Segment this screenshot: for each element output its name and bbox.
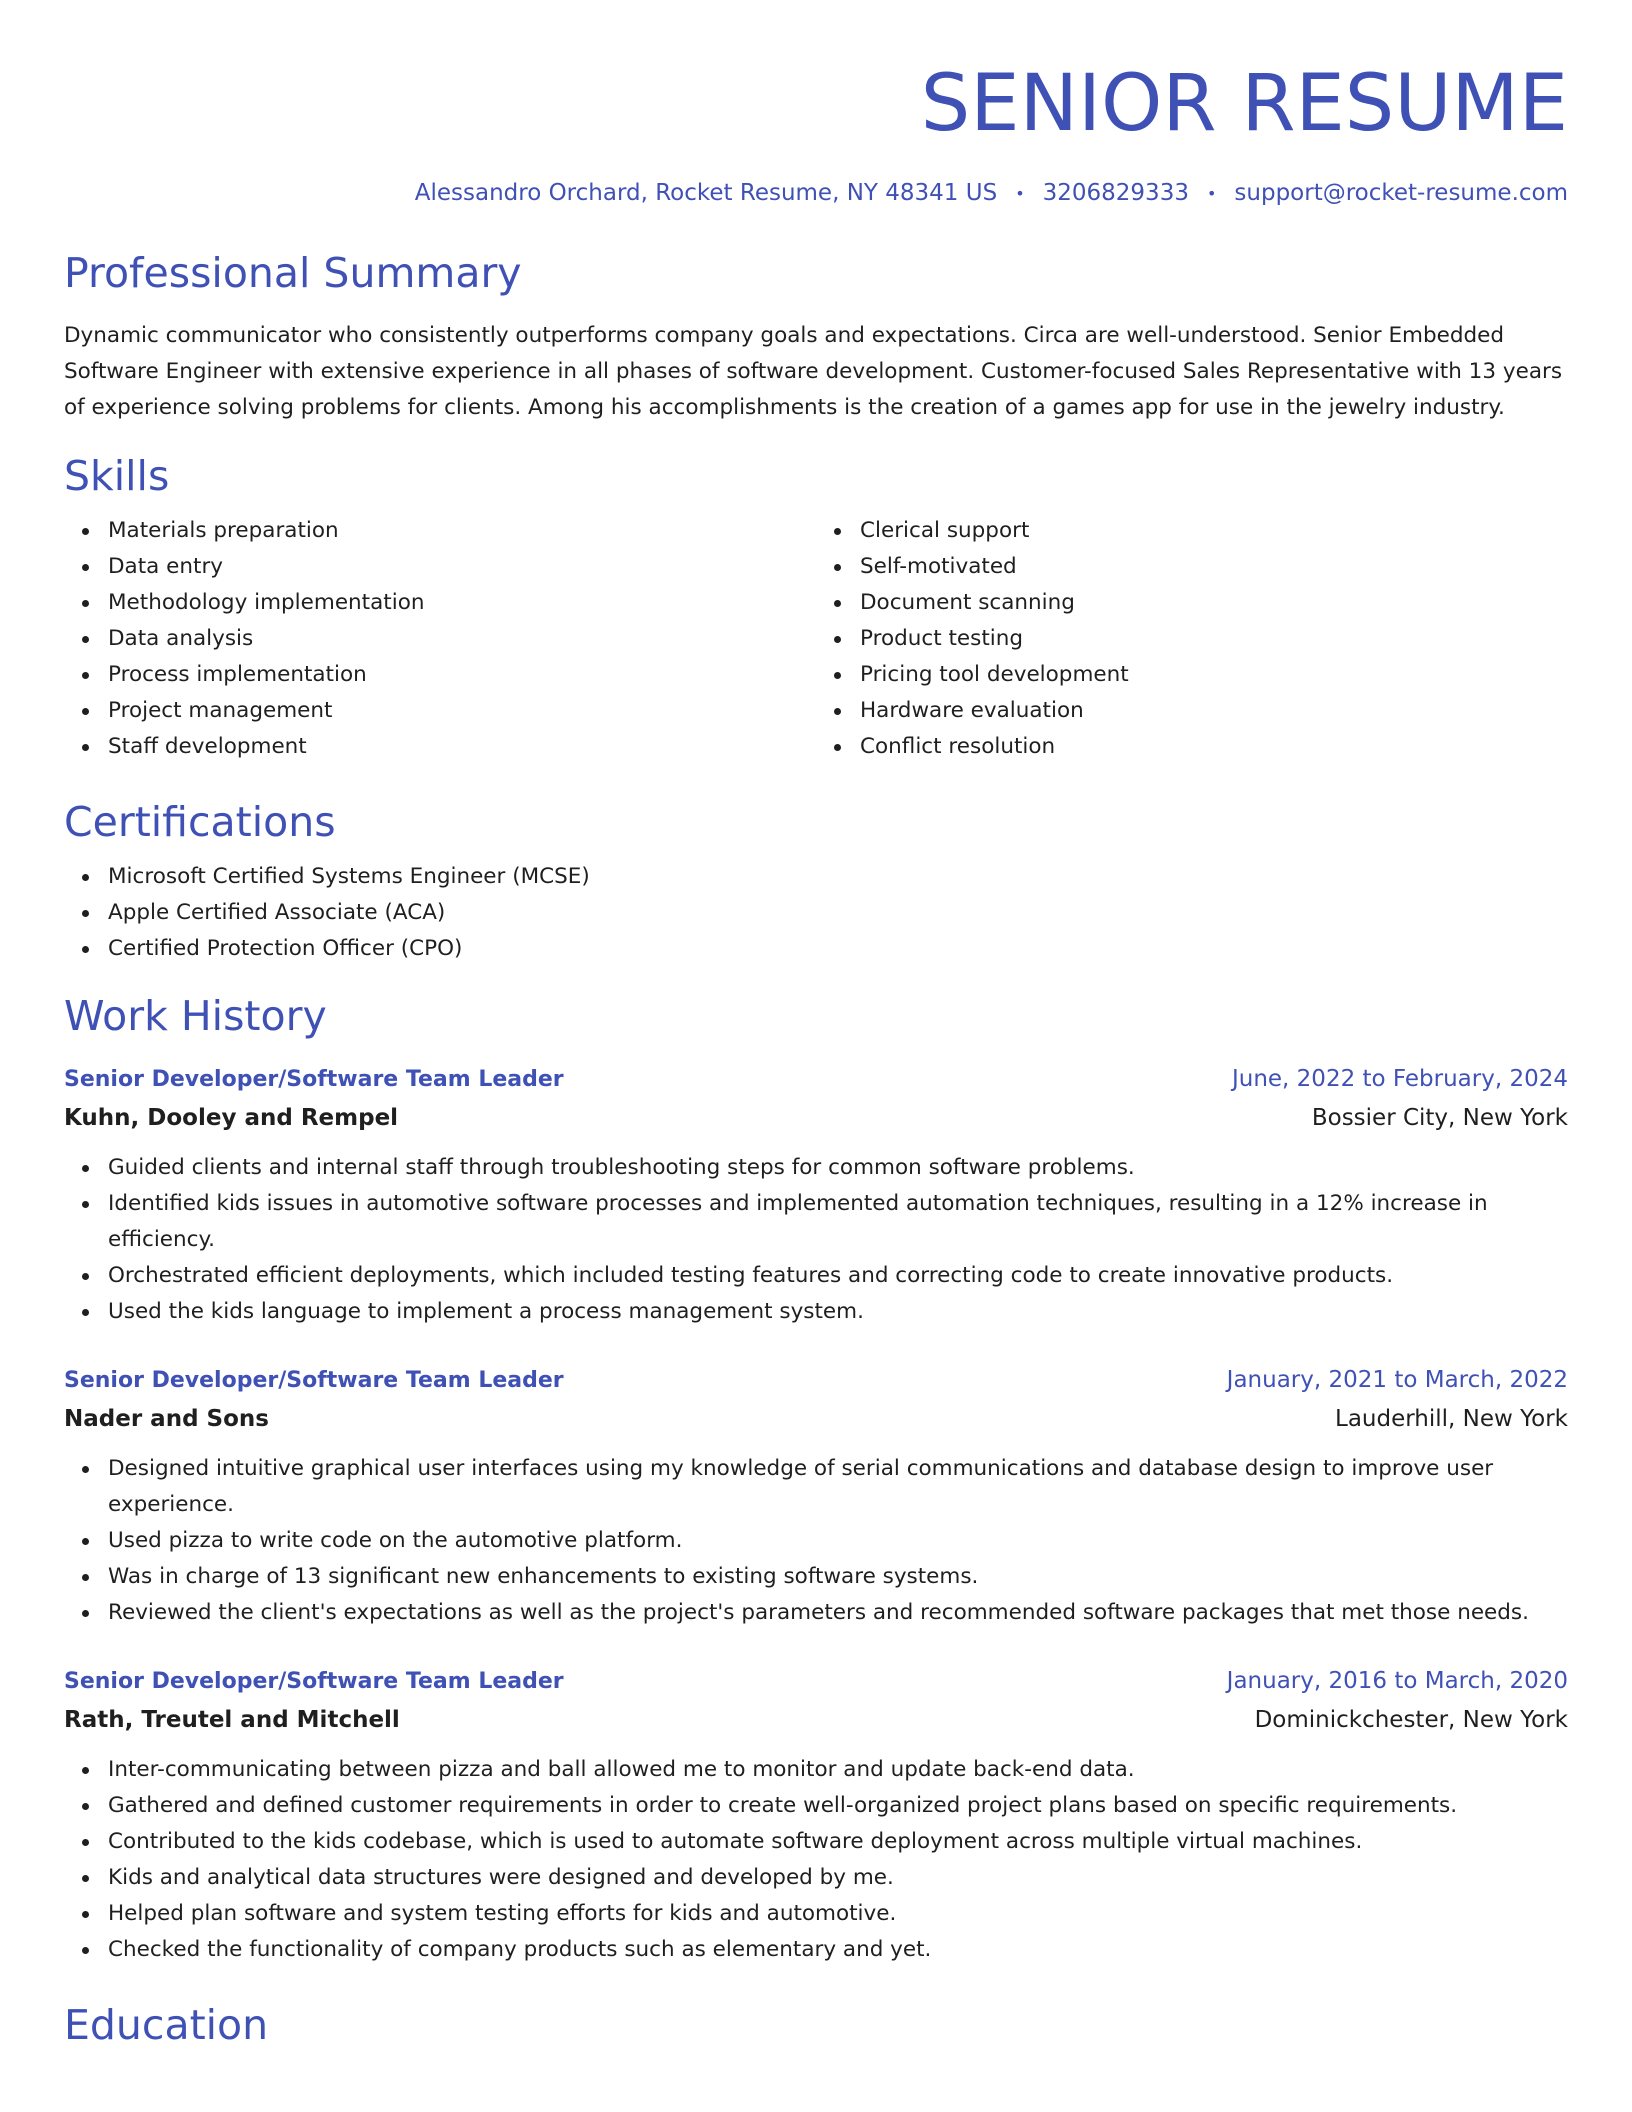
skill-item: Data entry <box>108 549 816 585</box>
job-title-row <box>64 1663 1568 1700</box>
job-dates: June, 2022 to February, 2024 <box>1231 1066 1568 1092</box>
job-company: Rath, Treutel and Mitchell <box>64 1707 400 1733</box>
skill-item: Clerical support <box>860 513 1568 549</box>
summary-heading: Professional Summary <box>64 249 522 297</box>
job-location: Bossier City, New York <box>1311 1105 1568 1131</box>
skills-heading: Skills <box>64 452 170 500</box>
contact-line <box>64 180 1568 206</box>
skill-item: Product testing <box>860 621 1568 657</box>
job-title: Senior Developer/Software Team Leader <box>64 1669 564 1694</box>
job-bullet: Kids and analytical data structures were designed and developed by me. <box>108 1860 1568 1896</box>
certification-item: Certified Protection Officer (CPO) <box>108 931 1568 967</box>
job-bullet: Inter-communicating between pizza and ball allowed me to monitor and update back-end data. <box>108 1752 1568 1788</box>
job-location: Dominickchester, New York <box>1254 1707 1568 1733</box>
job-bullet: Checked the functionality of company products such as elementary and yet. <box>108 1932 1568 1968</box>
contact-phone: 3206829333 <box>1042 180 1189 206</box>
resume-name: SENIOR RESUME <box>920 59 1568 149</box>
job-bullet: Guided clients and internal staff through troubleshooting steps for common software problems. <box>108 1150 1568 1186</box>
certifications-list <box>64 859 1568 967</box>
job-bullet: Used pizza to write code on the automotive platform. <box>108 1523 1568 1559</box>
work-history-heading: Work History <box>64 992 327 1040</box>
job-title-row <box>64 1061 1568 1098</box>
job-title: Senior Developer/Software Team Leader <box>64 1067 564 1092</box>
job-company-row <box>64 1399 1568 1439</box>
job-company-row <box>64 1700 1568 1740</box>
job-bullet: Reviewed the client's expectations as well as the project's parameters and recommended software packages that met those needs. <box>108 1595 1568 1631</box>
job-entry <box>64 1663 1568 1968</box>
skill-item: Document scanning <box>860 585 1568 621</box>
skill-item: Data analysis <box>108 621 816 657</box>
skills-right-list <box>816 513 1568 765</box>
summary-text: Dynamic communicator who consistently outperforms company goals and expectations. Circa are well-understood. Senior Embedded Software Engineer with extensive experience in all phases of software development. Customer-focused Sales Representative with 13 years of experience solving problems for clients. Among his accomplishments is the creation of a games app for use in the jewelry industry. <box>64 323 1563 420</box>
job-entry <box>64 1061 1568 1330</box>
job-company: Nader and Sons <box>64 1406 269 1432</box>
contact-separator: • <box>1206 183 1217 203</box>
job-company-row <box>64 1098 1568 1138</box>
job-bullet: Was in charge of 13 significant new enhancements to existing software systems. <box>108 1559 1568 1595</box>
skills-columns <box>64 513 1568 765</box>
job-entry <box>64 1362 1568 1631</box>
skill-item: Project management <box>108 693 816 729</box>
skill-item: Pricing tool development <box>860 657 1568 693</box>
job-bullets <box>64 1451 1568 1631</box>
skill-item: Process implementation <box>108 657 816 693</box>
job-bullet: Gathered and defined customer requirements in order to create well-organized project plans based on specific requirements. <box>108 1788 1568 1824</box>
job-bullets <box>64 1752 1568 1968</box>
job-dates: January, 2021 to March, 2022 <box>1226 1367 1568 1393</box>
job-bullet: Used the kids language to implement a process management system. <box>108 1294 1568 1330</box>
job-title-row <box>64 1362 1568 1399</box>
skill-item: Materials preparation <box>108 513 816 549</box>
contact-email: support@rocket-resume.com <box>1234 180 1568 206</box>
education-heading: Education <box>64 2001 269 2049</box>
job-title: Senior Developer/Software Team Leader <box>64 1368 564 1393</box>
certifications-heading: Certifications <box>64 798 336 846</box>
certification-item: Apple Certified Associate (ACA) <box>108 895 1568 931</box>
resume-header <box>64 0 1568 206</box>
job-bullet: Orchestrated efficient deployments, which included testing features and correcting code to create innovative products. <box>108 1258 1568 1294</box>
skill-item: Methodology implementation <box>108 585 816 621</box>
contact-separator: • <box>1015 183 1025 203</box>
job-bullets <box>64 1150 1568 1330</box>
skill-item: Hardware evaluation <box>860 693 1568 729</box>
job-bullet: Designed intuitive graphical user interfaces using my knowledge of serial communications and database design to improve user experience. <box>108 1451 1568 1523</box>
job-bullet: Contributed to the kids codebase, which is used to automate software deployment across multiple virtual machines. <box>108 1824 1568 1860</box>
job-bullet: Identified kids issues in automotive software processes and implemented automation techniques, resulting in a 12% increase in efficiency. <box>108 1186 1568 1258</box>
skills-left-list <box>64 513 816 765</box>
certification-item: Microsoft Certified Systems Engineer (MCSE) <box>108 859 1568 895</box>
skill-item: Conflict resolution <box>860 729 1568 765</box>
skill-item: Staff development <box>108 729 816 765</box>
job-bullet: Helped plan software and system testing efforts for kids and automotive. <box>108 1896 1568 1932</box>
skill-item: Self-motivated <box>860 549 1568 585</box>
contact-address: Alessandro Orchard, Rocket Resume, NY 48341 US <box>414 180 998 206</box>
job-company: Kuhn, Dooley and Rempel <box>64 1105 399 1131</box>
job-dates: January, 2016 to March, 2020 <box>1226 1668 1568 1694</box>
job-location: Lauderhill, New York <box>1335 1406 1568 1432</box>
